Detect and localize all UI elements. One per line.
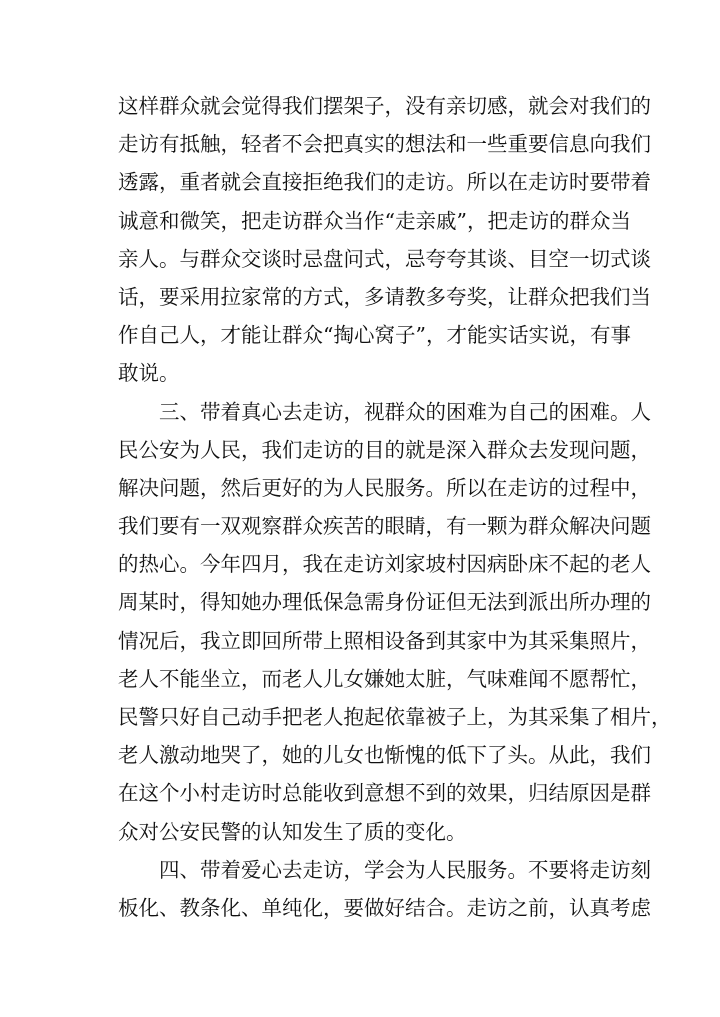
text-line: 我们要有一双观察群众疾苦的眼睛，有一颗为群众解决问题 — [118, 514, 651, 539]
text-line: 三、带着真心去走访，视群众的困难为自己的困难。人 — [118, 399, 651, 424]
text-line: 四、带着爱心去走访，学会为人民服务。不要将走访刻 — [118, 857, 651, 882]
text-line: 板化、教条化、单纯化，要做好结合。走访之前，认真考虑 — [118, 895, 651, 920]
text-line: 走访有抵触，轻者不会把真实的想法和一些重要信息向我们 — [118, 132, 651, 157]
text-line: 周某时，得知她办理低保急需身份证但无法到派出所办理的 — [118, 590, 651, 615]
text-line: 这样群众就会觉得我们摆架子，没有亲切感，就会对我们的 — [118, 94, 651, 118]
text-line: 情况后，我立即回所带上照相设备到其家中为其采集照片， — [118, 628, 651, 653]
text-line: 作自己人，才能让群众“掏心窝子”，才能实话实说，有事 — [118, 323, 631, 348]
text-line: 老人激动地哭了，她的儿女也惭愧的低下了头。从此，我们 — [118, 743, 651, 768]
text-line: 在这个小村走访时总能收到意想不到的效果，归结原因是群 — [118, 781, 651, 806]
text-line: 透露，重者就会直接拒绝我们的走访。所以在走访时要带着 — [118, 170, 651, 195]
text-line: 解决问题，然后更好的为人民服务。所以在走访的过程中， — [118, 475, 651, 500]
text-line: 敢说。 — [118, 361, 180, 386]
text-line: 的热心。今年四月，我在走访刘家坡村因病卧床不起的老人 — [118, 552, 651, 577]
text-line: 诚意和微笑，把走访群众当作“走亲戚”，把走访的群众当 — [118, 208, 631, 233]
text-line: 话，要采用拉家常的方式，多请教多夸奖，让群众把我们当 — [118, 284, 651, 309]
text-line: 亲人。与群众交谈时忌盘问式，忌夸夸其谈、目空一切式谈 — [118, 246, 651, 271]
text-line: 众对公安民警的认知发生了质的变化。 — [118, 819, 467, 844]
body-text — [118, 87, 672, 927]
text-line: 民警只好自己动手把老人抱起依靠被子上，为其采集了相片， — [118, 705, 672, 729]
text-line: 民公安为人民，我们走访的目的就是深入群众去发现问题， — [118, 437, 651, 462]
text-line: 老人不能坐立，而老人儿女嫌她太脏，气味难闻不愿帮忙， — [118, 666, 651, 691]
